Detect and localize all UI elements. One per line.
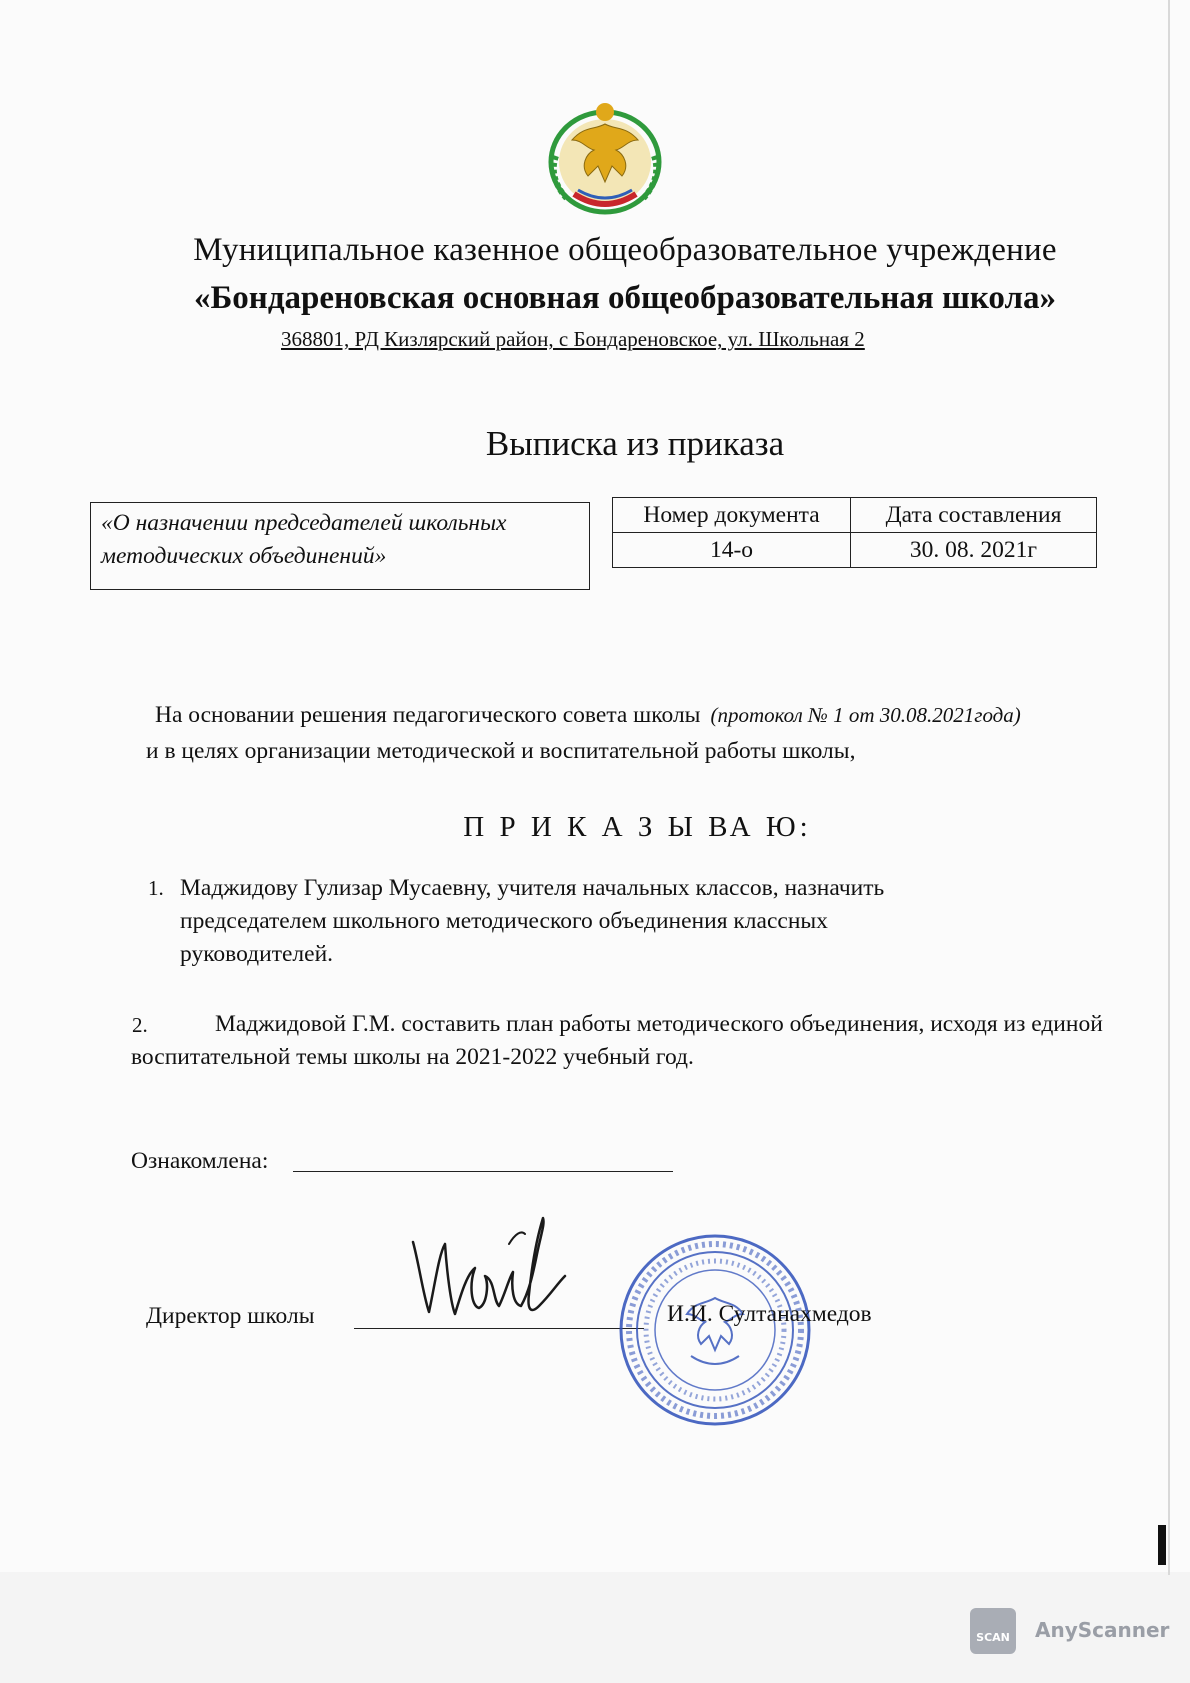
basis-paragraph-line1 [155, 702, 1021, 729]
meta-header-row [613, 498, 1097, 533]
meta-value-row [613, 533, 1097, 568]
order-item-1 [180, 872, 1010, 971]
school-name: «Бондареновская основная общеобразовательная школа» [193, 280, 1056, 316]
organization-type: Муниципальное казенное общеобразовательное учреждение [193, 232, 1057, 268]
school-address: 368801, РД Кизлярский район, с Бондареновское, ул. Школьная 2 [281, 327, 865, 351]
basis-paragraph-line2: и в целях организации методической и воспитательной работы школы, [146, 738, 856, 764]
corner-mark [1158, 1525, 1166, 1565]
scanner-brand: AnyScanner [1035, 1618, 1170, 1642]
director-name: И.И. Султанахмедов [667, 1301, 872, 1327]
doc-number-header: Номер документа [613, 498, 851, 533]
acknowledged-signature-line [293, 1171, 673, 1172]
document-meta-table [612, 497, 1097, 568]
protocol-reference: (протокол № 1 от 30.08.2021года) [710, 703, 1021, 727]
item-1-number: 1. [148, 876, 164, 900]
coat-of-arms-emblem [534, 96, 676, 218]
doc-date-header: Дата составления [851, 498, 1097, 533]
order-item-2: Маджидовой Г.М. составить план работы методического объединения, исходя из единой воспитательной темы школы на 2021-2022 учебный год. [131, 1011, 1103, 1070]
order-subject-line1: «О назначении председателей школьных [101, 510, 507, 536]
order-heading: П Р И К А З Ы ВА Ю: [463, 811, 812, 843]
director-label: Директор школы [146, 1303, 315, 1329]
scanner-logo-text: SCAN [976, 1631, 1010, 1644]
order-subject-box [90, 502, 590, 590]
basis-text: На основании решения педагогического совета школы [155, 702, 701, 728]
document-title: Выписка из приказа [485, 424, 785, 463]
item-1-line3: руководителей. [180, 941, 334, 967]
doc-date-value: 30. 08. 2021г [851, 533, 1097, 568]
doc-number-value: 14-о [613, 533, 851, 568]
order-subject-line2: методических объединений» [101, 543, 387, 569]
director-signature [405, 1214, 575, 1334]
item-1-line1: Маджидову Гулизар Мусаевну, учителя начальных классов, назначить [180, 875, 885, 901]
official-stamp [615, 1230, 815, 1430]
item-2-number: 2. [132, 1013, 148, 1037]
item-1-line2: председателем школьного методического объединения классных [180, 908, 828, 934]
acknowledged-label: Ознакомлена: [131, 1148, 269, 1174]
